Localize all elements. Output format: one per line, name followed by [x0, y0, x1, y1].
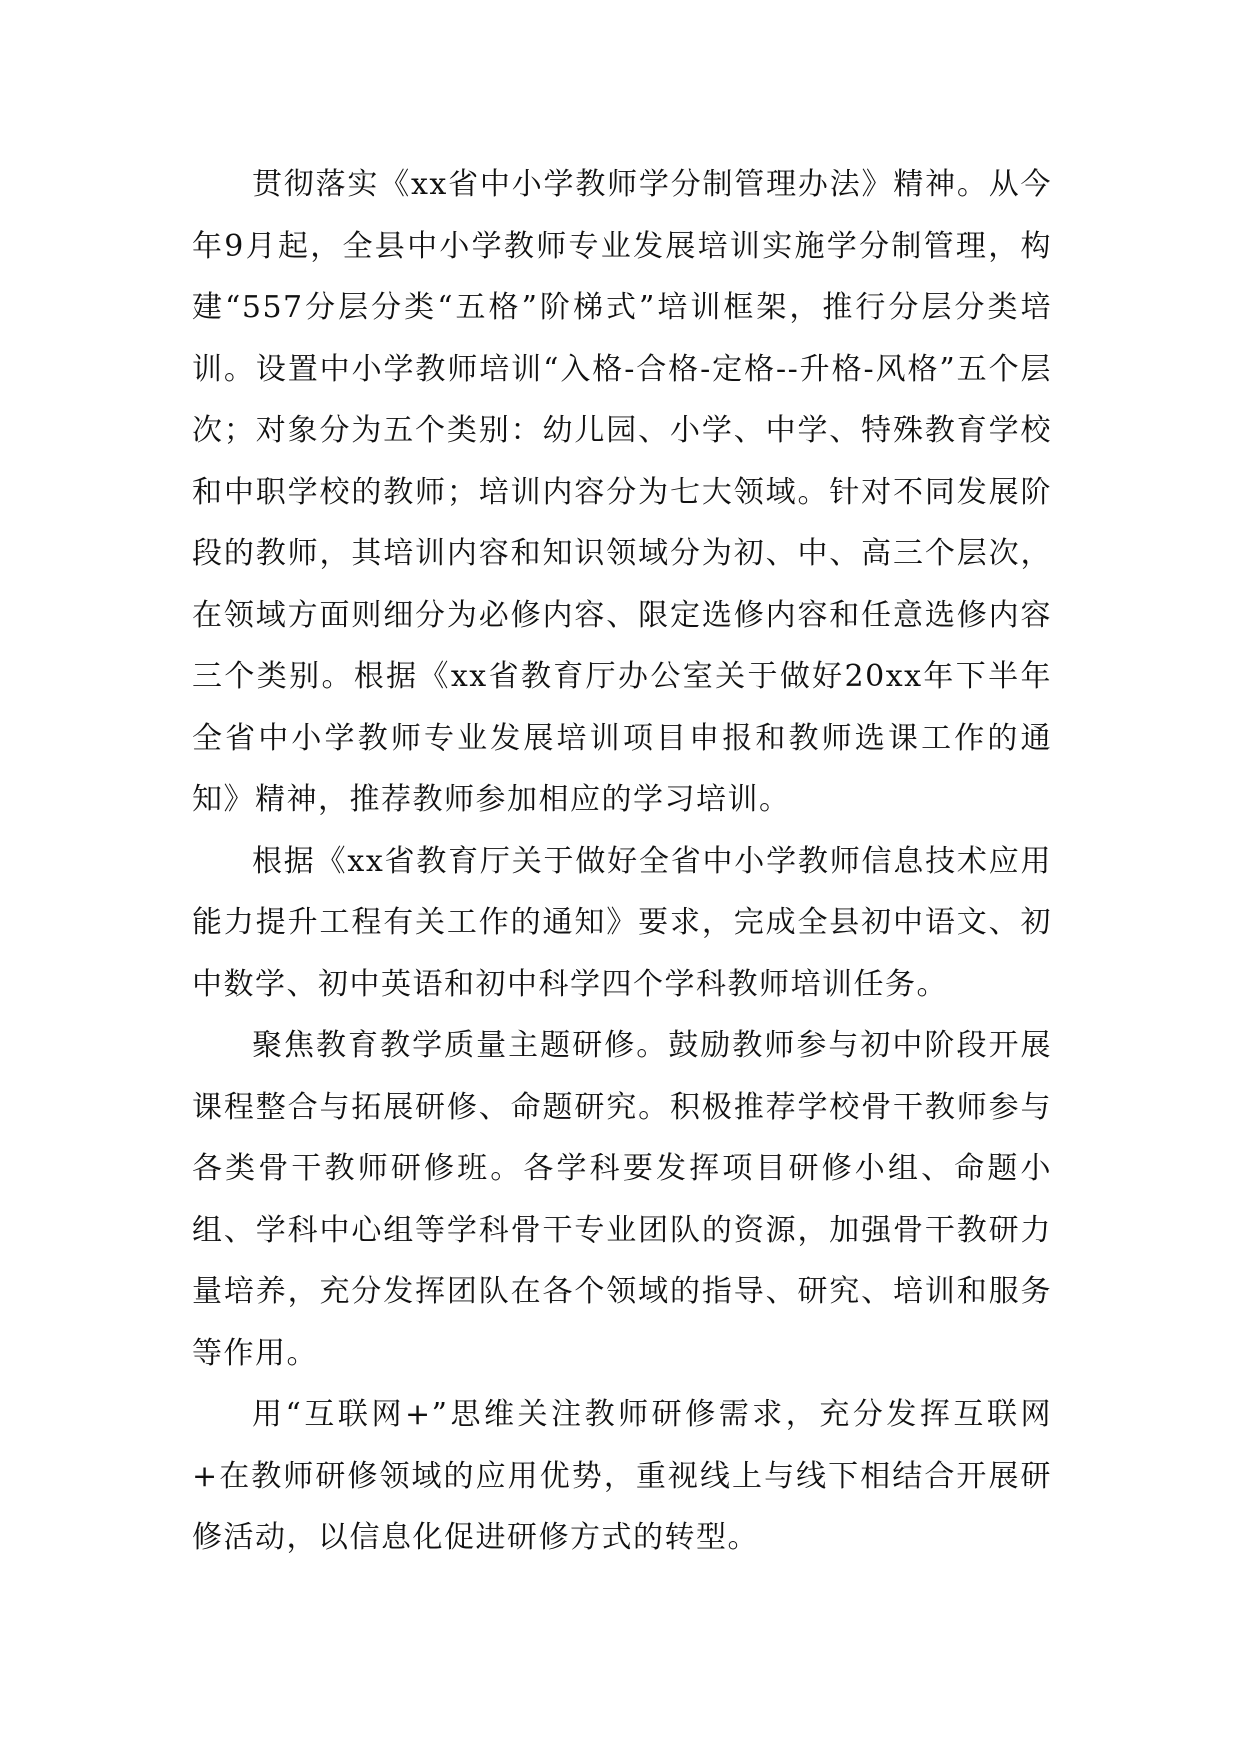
paragraph-2: 根据《xx省教育厅关于做好全省中小学教师信息技术应用能力提升工程有关工作的通知》要求，完成全县初中语文、初中数学、初中英语和初中科学四个学科教师培训任务。 — [192, 843, 1052, 1002]
paragraph-1: 贯彻落实《xx省中小学教师学分制管理办法》精神。从今年9月起，全县中小学教师专业发展培训实施学分制管理，构建“557分层分类“五格”阶梯式”培训框架，推行分层分类培训。设置中小学教师培训“入格-合格-定格--升格-风格”五个层次；对象分为五个类别：幼儿园、小学、中学、特殊教育学校和中职学校的教师；培训内容分为七大领域。针对不同发展阶段的教师，其培训内容和知识领域分为初、中、高三个层次，在领域方面则细分为必修内容、限定选修内容和任意选修内容三个类别。根据《xx省教育厅办公室关于做好20xx年下半年全省中小学教师专业发展培训项目申报和教师选课工作的通知》精神，推荐教师参加相应的学习培训。 — [192, 167, 1052, 817]
paragraph-3: 聚焦教育教学质量主题研修。鼓励教师参与初中阶段开展课程整合与拓展研修、命题研究。积极推荐学校骨干教师参与各类骨干教师研修班。各学科要发挥项目研修小组、命题小组、学科中心组等学科骨干专业团队的资源，加强骨干教研力量培养，充分发挥团队在各个领域的指导、研究、培训和服务等作用。 — [192, 1028, 1052, 1371]
paragraph-4: 用“互联网+”思维关注教师研修需求，充分发挥互联网+在教师研修领域的应用优势，重视线上与线下相结合开展研修活动，以信息化促进研修方式的转型。 — [192, 1397, 1052, 1555]
document-body — [192, 154, 1052, 1569]
